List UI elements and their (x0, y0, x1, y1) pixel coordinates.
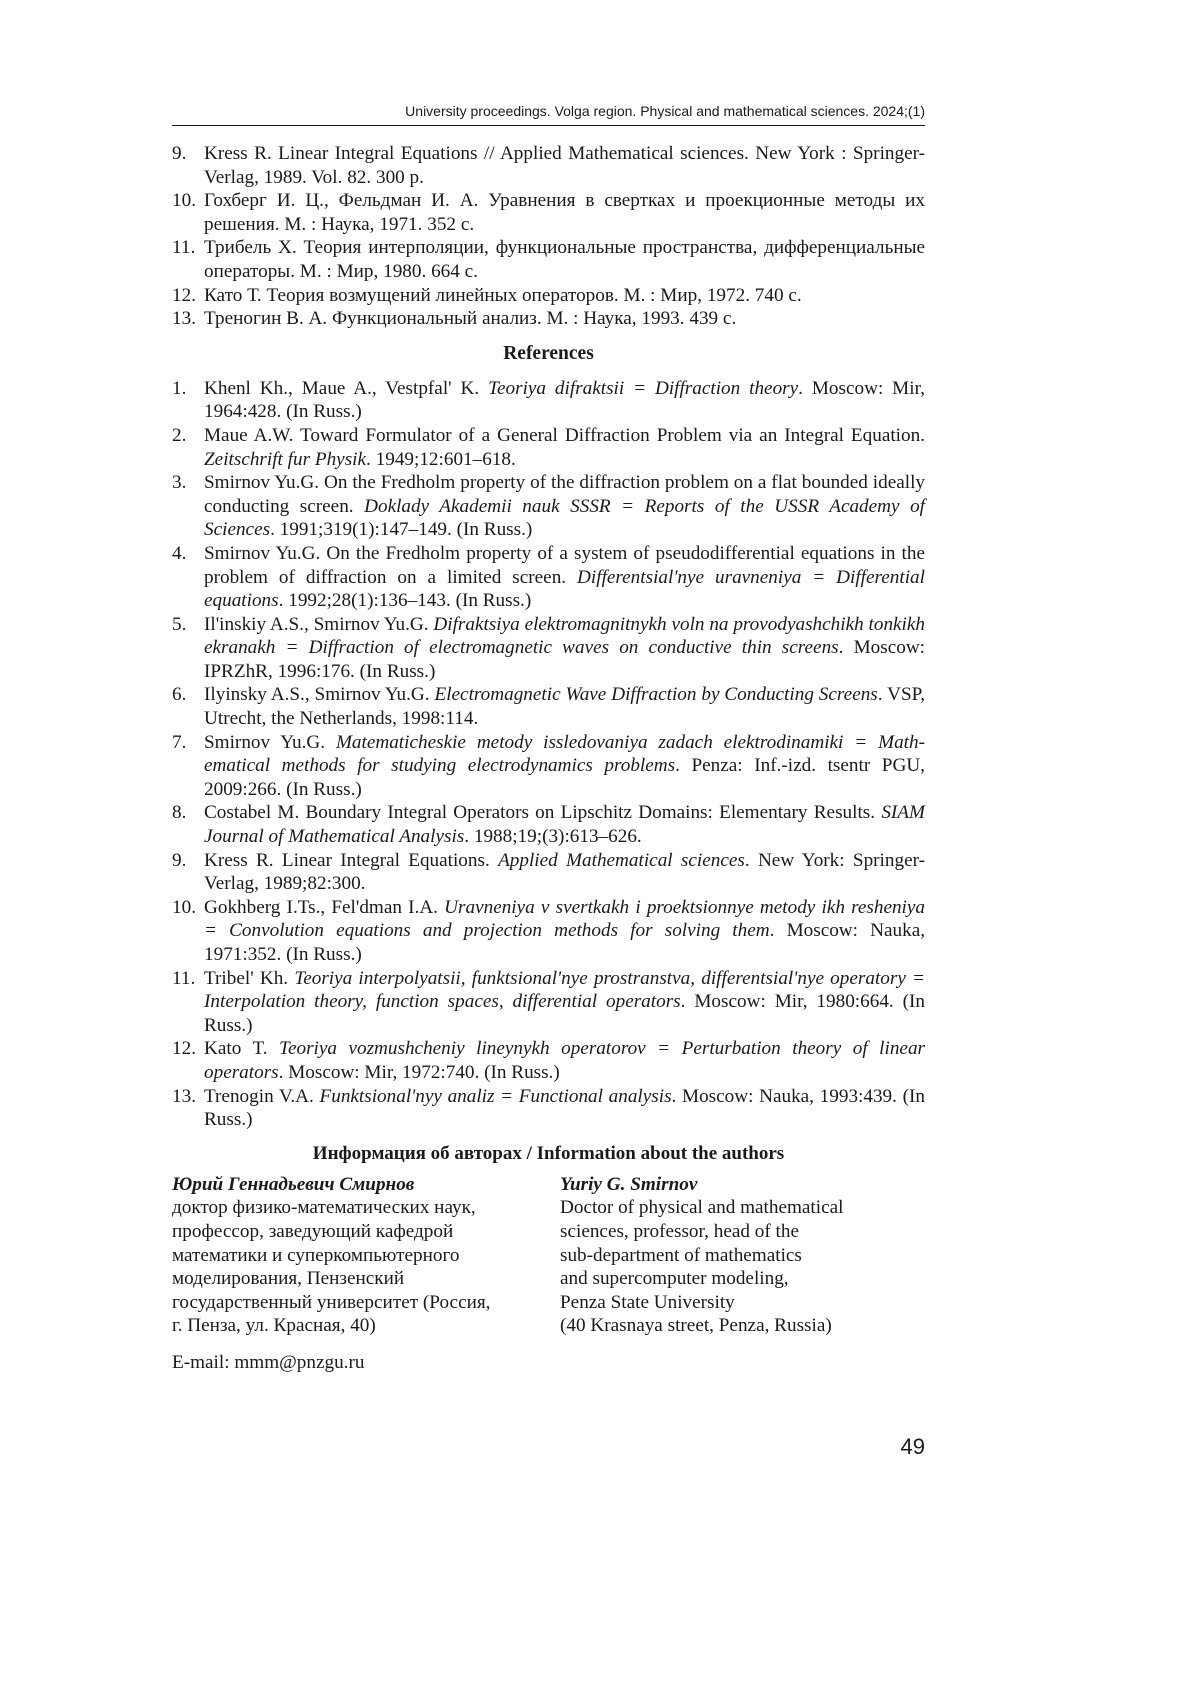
reference-number: 8. (172, 802, 187, 824)
reference-title: Electromagnetic Wave Diffraction by Conducting Screens (434, 684, 878, 706)
reference-authors: Il'inskiy A.S., Smirnov Yu.G. (204, 613, 434, 635)
reference-title: Teoriya interpolyatsii, funktsional'nye prostranstva, differentsial'nye operatory = Interpolation theory, function spaces, differential operators (204, 967, 925, 1013)
reference-imprint: . 1949;12:601–618. (366, 448, 516, 470)
author-affiliation-line: доктор физико-математических наук, (172, 1197, 476, 1219)
author-affiliation-line: and supercomputer modeling, (560, 1268, 789, 1290)
reference-item (172, 731, 925, 802)
reference-item (172, 236, 925, 283)
author-affiliation-line: государственный университет (Россия, (172, 1291, 491, 1313)
reference-text: Като Т. Теория возмущений линейных операторов. М. : Мир, 1972. 740 с. (204, 284, 802, 306)
author-affiliation-line: (40 Krasnaya street, Penza, Russia) (560, 1315, 832, 1337)
reference-text: Гохберг И. Ц., Фельдман И. А. Уравнения в свертках и проекционные методы их решения. М. : Наука, 1971. 352 с. (204, 190, 925, 235)
reference-number: 9. (172, 849, 187, 871)
reference-number: 12. (172, 284, 196, 306)
reference-authors: Ilyinsky A.S., Smirnov Yu.G. (204, 684, 435, 706)
reference-imprint: . Moscow: Mir, 1964:428. (In Russ.) (204, 377, 925, 423)
reference-number: 11. (172, 967, 196, 989)
reference-item (172, 424, 925, 471)
english-reference-list (172, 377, 925, 1132)
reference-number: 13. (172, 308, 196, 330)
reference-authors: Maue A.W. Toward Formulator of a General Diffraction Problem via an Integral Equation. (204, 424, 925, 446)
reference-item (172, 142, 925, 189)
reference-number: 11. (172, 237, 196, 259)
reference-title: Zeitschrift fur Physik (204, 448, 367, 470)
reference-imprint: . 1992;28(1):136–143. (In Russ.) (278, 590, 532, 612)
reference-authors: Smirnov Yu.G. On the Fredholm property of the diffraction problem on a flat bounded ideally conducting screen. (204, 472, 925, 517)
reference-authors: Gokhberg I.Ts., Fel'dman I.A. (204, 896, 445, 918)
author-name-ru: Юрий Геннадьевич Смирнов (172, 1173, 415, 1195)
author-affiliation-line: Penza State University (560, 1291, 735, 1313)
reference-item (172, 613, 925, 684)
reference-item (172, 1085, 925, 1132)
reference-item (172, 967, 925, 1038)
reference-item (172, 307, 925, 331)
reference-imprint: . Moscow: Nauka, 1993:439. (In Russ.) (204, 1085, 925, 1131)
author-affiliation-line: sciences, professor, head of the (560, 1220, 799, 1242)
reference-authors: Smirnov Yu.G. (204, 731, 336, 753)
reference-title: Matematicheskie metody issledovaniya zadach elektrodinamiki = Mathematical methods for studying electrodynamics problems (204, 731, 925, 777)
reference-imprint: . 1991;319(1):147–149. (In Russ.) (270, 519, 533, 541)
author-affiliation-line: математики и суперкомпьютерного (172, 1244, 460, 1266)
reference-item (172, 1037, 925, 1084)
reference-title: SIAM Journal of Mathematical Analysis (204, 802, 925, 848)
reference-imprint: . Moscow: Mir, 1980:664. (In Russ.) (204, 991, 926, 1036)
reference-number: 12. (172, 1038, 196, 1060)
reference-authors: Khenl Kh., Maue A., Vestpfal' K. (204, 377, 489, 399)
author-name-en: Yuriy G. Smirnov (560, 1173, 698, 1195)
reference-authors: Tribel' Kh. (204, 967, 295, 989)
reference-imprint: . 1988;19;(3):613–626. (464, 826, 642, 848)
reference-number: 2. (172, 424, 187, 446)
reference-number: 7. (172, 731, 187, 753)
reference-title: Teoriya difraktsii = Diffraction theory (488, 377, 799, 399)
author-affiliation-line: г. Пенза, ул. Красная, 40) (172, 1315, 376, 1337)
reference-title: Funktsional'nyy analiz = Functional analysis (319, 1085, 672, 1107)
reference-item (172, 284, 925, 308)
reference-authors: Kress R. Linear Integral Equations. (204, 849, 499, 871)
reference-number: 10. (172, 896, 196, 918)
reference-number: 13. (172, 1085, 196, 1107)
page-number: 49 (900, 1434, 925, 1459)
author-affiliation-line: профессор, заведующий кафедрой (172, 1220, 454, 1242)
reference-imprint: . Moscow: IPRZhR, 1996:176. (In Russ.) (204, 637, 926, 682)
author-affiliation-line: моделирования, Пензенский (172, 1268, 405, 1290)
reference-imprint: . Moscow: Nauka, 1971:352. (In Russ.) (204, 920, 926, 965)
running-head: University proceedings. Volga region. Physical and mathematical sciences. 2024;(1) (405, 103, 925, 119)
authors-heading: Информация об авторах / Information about the authors (312, 1142, 785, 1164)
reference-item (172, 896, 925, 967)
author-affiliation-line: Doctor of physical and mathematical (560, 1197, 844, 1219)
reference-number: 1. (172, 377, 187, 399)
reference-item (172, 471, 925, 542)
author-info (172, 1173, 925, 1338)
reference-authors: Smirnov Yu.G. On the Fredholm property of a system of pseudodifferential equations in the problem of diffraction on a limited screen. (204, 542, 925, 588)
reference-imprint: . Moscow: Mir, 1972:740. (In Russ.) (278, 1061, 560, 1083)
reference-title: Doklady Akademii nauk SSSR = Reports of the USSR Academy of Sciences (204, 495, 925, 541)
author-info-russian (172, 1173, 560, 1338)
reference-text: Трибель Х. Теория интерполяции, функциональные пространства, дифференциальные операторы. М. : Мир, 1980. 664 с. (204, 237, 925, 282)
header-rule (172, 125, 925, 126)
reference-title: Differentsial'nye uravneniya = Differential equations (204, 566, 925, 612)
reference-number: 5. (172, 613, 187, 635)
reference-number: 10. (172, 190, 196, 212)
reference-title: Teoriya vozmushcheniy lineynykh operatorov = Perturbation theory of linear operators (204, 1038, 926, 1083)
reference-number: 4. (172, 542, 187, 564)
reference-item (172, 542, 925, 613)
reference-number: 9. (172, 143, 187, 164)
reference-authors: Kato T. (204, 1038, 280, 1060)
reference-text: Kress R. Linear Integral Equations // Applied Mathematical sciences. New York : Springer-Verlag, 1989. Vol. 82. 300 p. (204, 143, 925, 188)
reference-item (172, 377, 925, 424)
russian-reference-list (172, 142, 925, 331)
reference-item (172, 801, 925, 848)
reference-title: Applied Mathematical sciences (498, 849, 745, 871)
reference-authors: Costabel M. Boundary Integral Operators on Lipschitz Domains: Elementary Results. (204, 802, 882, 824)
page-content (172, 142, 925, 1375)
reference-item (172, 849, 925, 896)
reference-number: 3. (172, 472, 187, 494)
reference-imprint: . New York: Springer-Verlag, 1989;82:300. (204, 849, 925, 895)
reference-title: Uravneniya v svertkakh i proektsionnye metody ikh resheniya = Convolution equations and projection methods for solving them (204, 896, 925, 942)
author-affiliation-line: sub-department of mathematics (560, 1244, 802, 1266)
reference-title: Difraktsiya elektromagnitnykh voln na provodyashchikh tonkikh ekranakh = Diffraction of electromagnetic waves on conductive thin screens (204, 613, 925, 659)
author-info-english (560, 1173, 925, 1338)
author-email[interactable]: E-mail: mmm@pnzgu.ru (172, 1351, 365, 1373)
reference-number: 6. (172, 684, 187, 706)
reference-imprint: . VSP, Utrecht, the Netherlands, 1998:114. (204, 684, 925, 730)
references-heading: References (503, 342, 594, 364)
reference-item (172, 683, 925, 730)
reference-imprint: . Penza: Inf.-izd. tsentr PGU, 2009:266. (In Russ.) (204, 755, 925, 800)
reference-text: Треногин В. А. Функциональный анализ. М. : Наука, 1993. 439 с. (204, 308, 737, 330)
reference-authors: Trenogin V.A. (204, 1085, 320, 1107)
reference-item (172, 189, 925, 236)
